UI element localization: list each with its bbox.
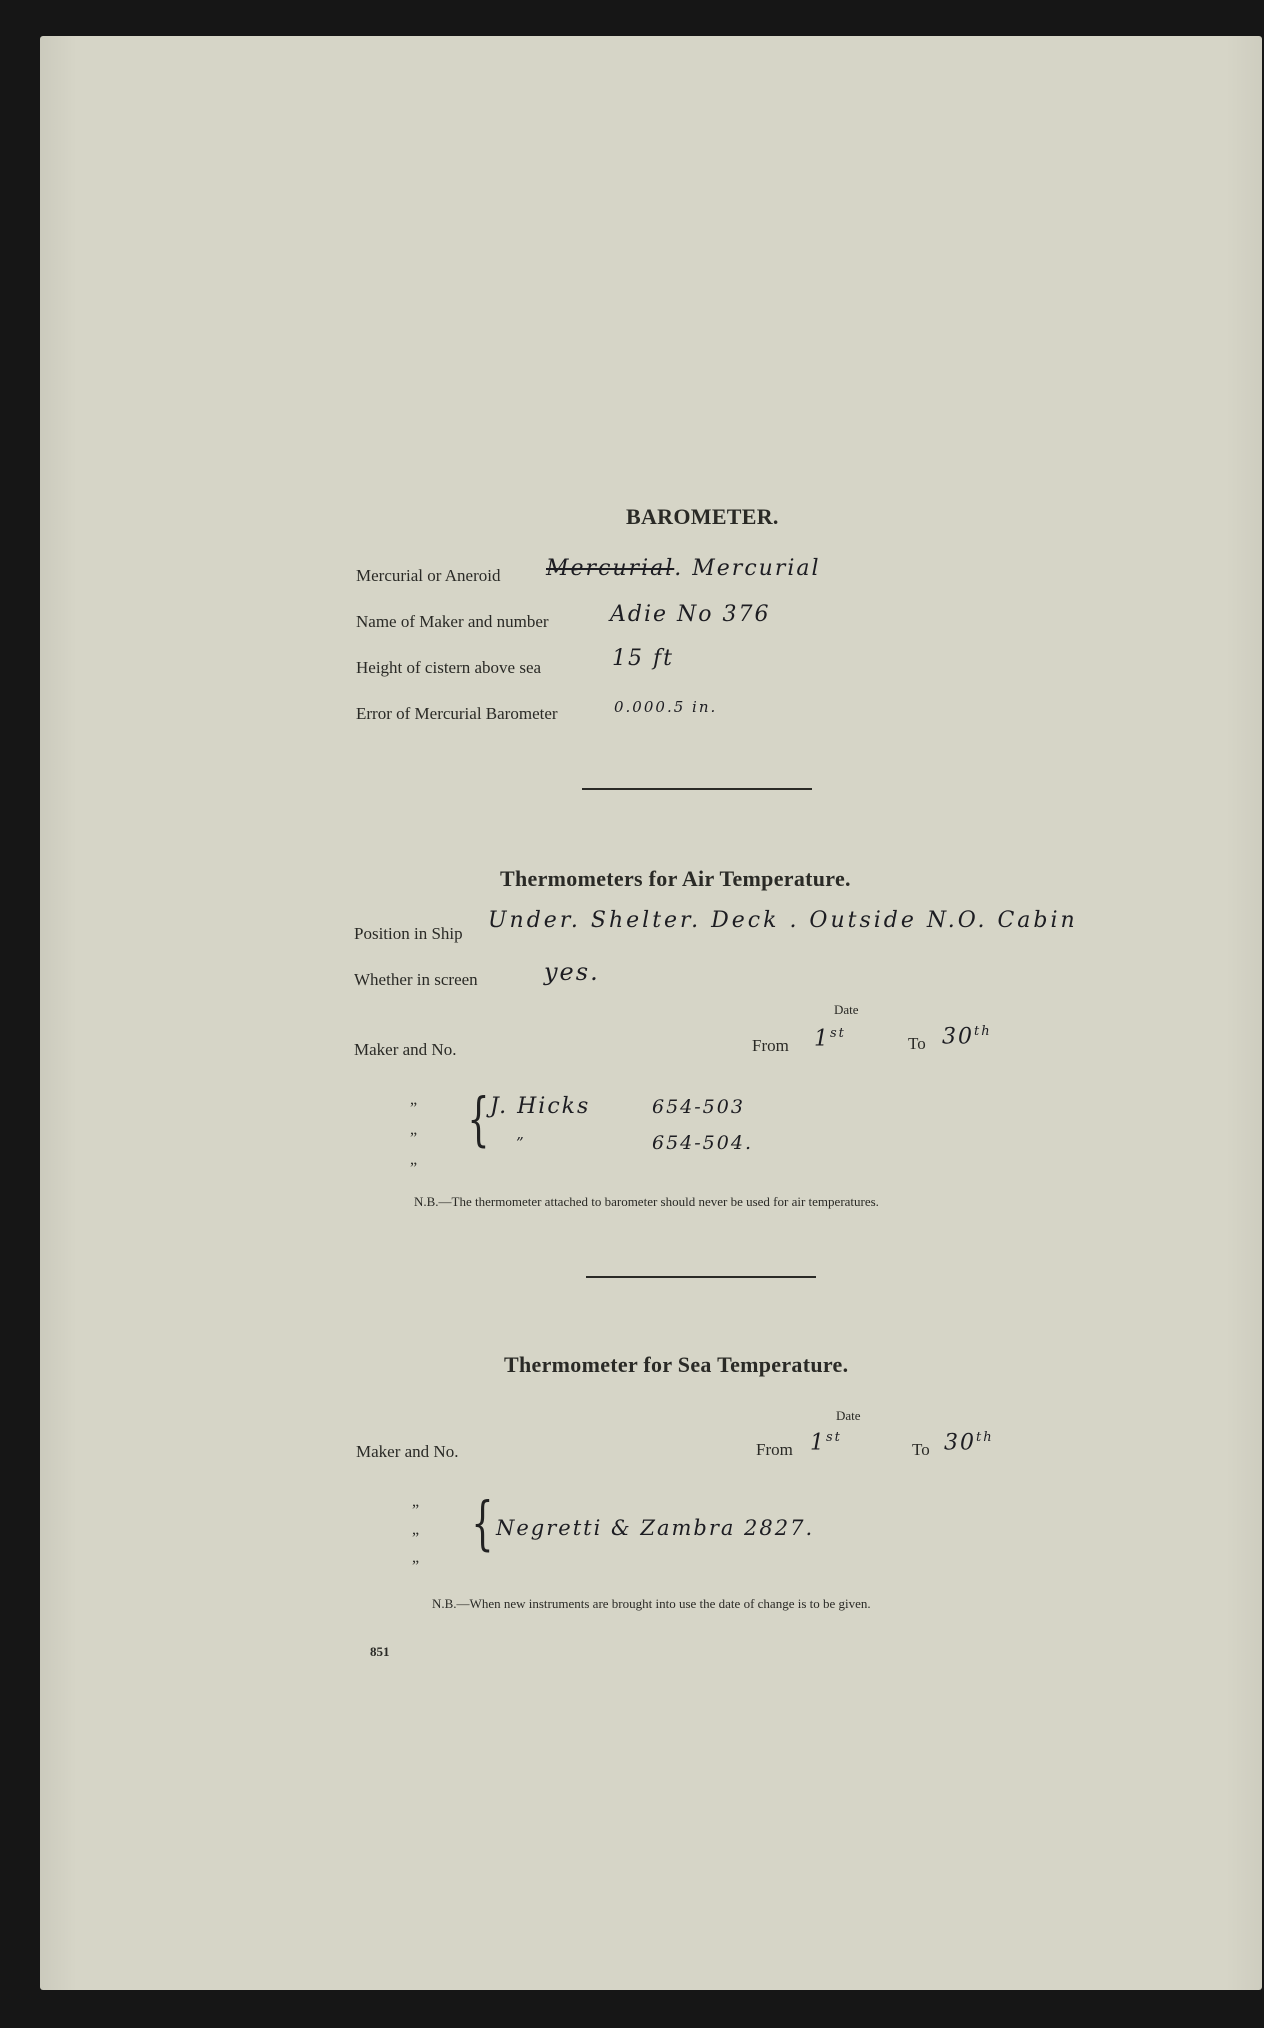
air-thermometer-number-2: 654-504. xyxy=(652,1132,753,1154)
cistern-height-label: Height of cistern above sea xyxy=(356,658,542,677)
air-note: N.B.—The thermometer attached to barometer should never be used for air temperatures. xyxy=(414,1194,879,1209)
form-number: 851 xyxy=(370,1644,390,1659)
barometer-type-value: Mercurial. Mercurial xyxy=(546,556,821,581)
air-from-value: 1st xyxy=(814,1026,846,1052)
barometer-type-entry: Mercurial xyxy=(692,556,821,581)
sea-from-label: From xyxy=(756,1440,793,1459)
sea-note: N.B.—When new instruments are brought into use the date of change is to be given. xyxy=(432,1596,871,1611)
sea-date-label: Date xyxy=(836,1408,861,1423)
sea-maker-label: Maker and No. xyxy=(356,1442,459,1461)
air-thermometer-maker-1: J. Hicks xyxy=(490,1094,591,1119)
screen-label: Whether in screen xyxy=(354,970,478,989)
screen-value: yes. xyxy=(544,958,600,986)
air-thermometers-heading: Thermometers for Air Temperature. xyxy=(500,866,851,891)
struck-out-entry: Mercurial xyxy=(546,556,675,581)
sea-thermometer-entry: Negretti & Zambra 2827. xyxy=(496,1516,815,1540)
air-to-value: 30th xyxy=(942,1024,992,1050)
ditto-mark: ” xyxy=(410,1100,418,1117)
cistern-height-value: 15 ft xyxy=(612,646,674,671)
register-page xyxy=(40,36,1262,1990)
air-date-label: Date xyxy=(834,1002,859,1017)
air-to-label: To xyxy=(908,1034,926,1053)
barometer-type-label: Mercurial or Aneroid xyxy=(356,566,501,585)
air-from-label: From xyxy=(752,1036,789,1055)
sea-to-value: 30th xyxy=(944,1430,994,1456)
ditto-mark: ” xyxy=(412,1558,420,1575)
sea-from-value: 1st xyxy=(810,1430,842,1456)
sea-thermometer-heading: Thermometer for Sea Temperature. xyxy=(504,1352,849,1377)
ditto-mark: ” xyxy=(412,1502,420,1519)
maker-number-value: Adie No 376 xyxy=(610,602,771,627)
ditto-mark: ” xyxy=(412,1530,420,1547)
air-maker-label: Maker and No. xyxy=(354,1040,457,1059)
position-in-ship-value: Under. Shelter. Deck . Outside N.O. Cabin xyxy=(488,908,1078,933)
position-in-ship-label: Position in Ship xyxy=(354,924,463,943)
sea-to-label: To xyxy=(912,1440,930,1459)
barometer-heading: BAROMETER. xyxy=(626,504,779,529)
air-thermometer-maker-2: ” xyxy=(516,1134,526,1152)
air-thermometer-number-1: 654-503 xyxy=(652,1096,745,1118)
section-divider xyxy=(586,1276,816,1278)
section-divider xyxy=(582,788,812,790)
bracket: { xyxy=(471,1489,494,1557)
barometer-error-label: Error of Mercurial Barometer xyxy=(356,704,558,723)
bracket: { xyxy=(467,1085,490,1153)
maker-number-label: Name of Maker and number xyxy=(356,612,549,631)
barometer-error-value: 0.000.5 in. xyxy=(614,698,718,716)
ditto-mark: ” xyxy=(410,1130,418,1147)
ditto-mark: ” xyxy=(410,1160,418,1177)
